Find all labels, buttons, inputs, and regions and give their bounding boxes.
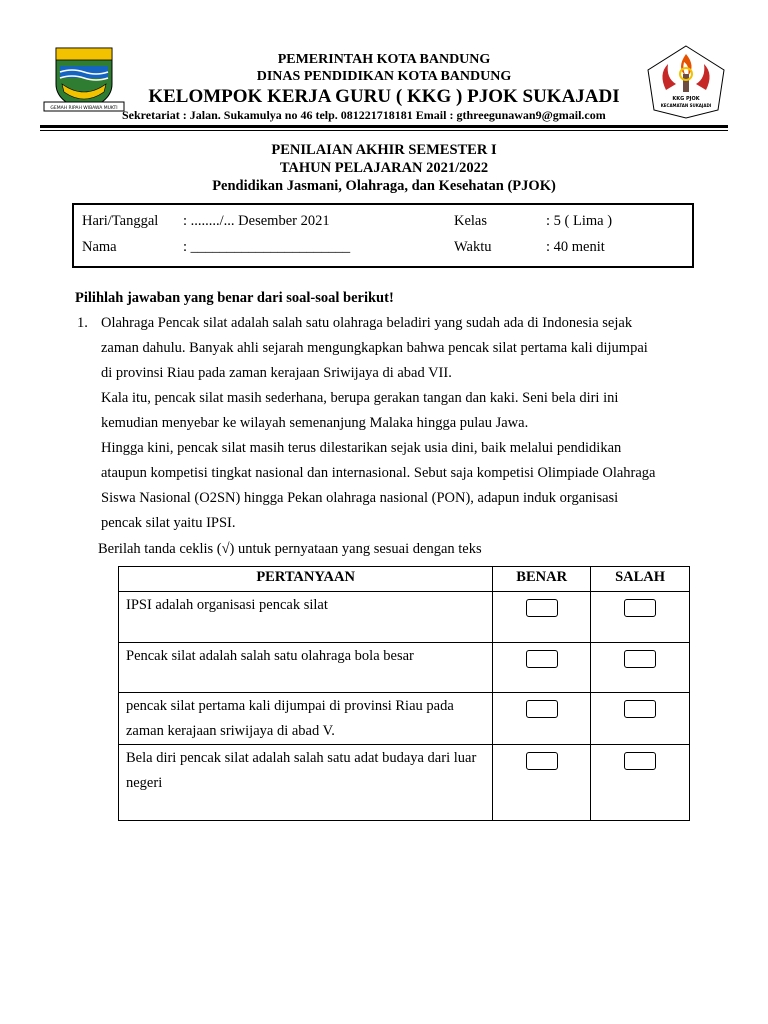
exam-subject: Pendidikan Jasmani, Olahraga, dan Kesehatan (PJOK): [212, 178, 556, 194]
passage-line: pencak silat yaitu IPSI.: [101, 515, 236, 531]
true-checkbox[interactable]: [526, 700, 558, 718]
svg-text:GEMAH RIPAH WIBAWA MUKTI: GEMAH RIPAH WIBAWA MUKTI: [50, 106, 118, 111]
name-label: Nama: [82, 239, 117, 255]
day-date-label: Hari/Tanggal: [82, 213, 159, 229]
class-value: : 5 ( Lima ): [546, 213, 613, 229]
table-row: [119, 745, 690, 821]
header-address: Sekretariat : Jalan. Sukamulya no 46 telp. 081221718181 Email : gthreegunawan9@gmail.com: [122, 108, 606, 122]
true-false-table: [118, 566, 690, 821]
false-checkbox[interactable]: [624, 752, 656, 770]
statement-text: IPSI adalah organisasi pencak silat: [119, 592, 493, 643]
true-checkbox[interactable]: [526, 650, 558, 668]
passage-line: zaman dahulu. Banyak ahli sejarah mengungkapkan bahwa pencak silat pertama kali dijumpai: [101, 340, 648, 356]
passage-line: Kala itu, pencak silat masih sederhana, berupa gerakan tangan dan kaki. Seni bela diri ini: [101, 390, 619, 406]
passage-line: ataupun kompetisi tingkat nasional dan internasional. Sebut saja kompetisi Olimpiade Olahraga: [101, 465, 656, 481]
false-checkbox[interactable]: [624, 650, 656, 668]
column-header-true: BENAR: [493, 567, 591, 592]
header-organization: KELOMPOK KERJA GURU ( KKG ) PJOK SUKAJADI: [148, 86, 620, 107]
class-label: Kelas: [454, 213, 488, 229]
statement-text: Pencak silat adalah salah satu olahraga bola besar: [119, 643, 493, 693]
table-row: [119, 592, 690, 643]
true-checkbox[interactable]: [526, 599, 558, 617]
column-header-question: PERTANYAAN: [119, 567, 493, 592]
passage-line: Siswa Nasional (O2SN) hingga Pekan olahraga nasional (PON), adapun induk organisasi: [101, 490, 619, 506]
day-date-field[interactable]: : ......../... Desember 2021: [183, 213, 330, 229]
column-header-false: SALAH: [591, 567, 690, 592]
statement-text: pencak silat pertama kali dijumpai di provinsi Riau pada zaman kerajaan sriwijaya di abad V.: [119, 693, 493, 745]
svg-text:KKG PJOK: KKG PJOK: [672, 96, 700, 102]
header-thick-rule: [40, 125, 728, 128]
instruction-text: Pilihlah jawaban yang benar dari soal-soal berikut!: [75, 290, 394, 306]
question-number: 1.: [77, 315, 88, 331]
table-row: [119, 693, 690, 745]
false-checkbox[interactable]: [624, 599, 656, 617]
false-checkbox[interactable]: [624, 700, 656, 718]
statement-text: Bela diri pencak silat adalah salah satu adat budaya dari luar negeri: [119, 745, 493, 821]
header-department: DINAS PENDIDIKAN KOTA BANDUNG: [256, 69, 512, 84]
passage-line: kemudian menyebar ke wilayah semenanjung Malaka hingga pulau Jawa.: [101, 415, 529, 431]
passage-line: di provinsi Riau pada zaman kerajaan Sriwijaya di abad VII.: [101, 365, 452, 381]
header-thin-rule: [40, 130, 728, 131]
passage-line: Hingga kini, pencak silat masih terus dilestarikan sejak usia dini, baik melalui pendidikan: [101, 440, 622, 456]
table-header-row: [119, 567, 690, 592]
time-label: Waktu: [454, 239, 492, 255]
checklist-instruction: Berilah tanda ceklis (√) untuk pernyataan yang sesuai dengan teks: [98, 541, 482, 557]
time-value: : 40 menit: [546, 239, 605, 255]
passage-line: Olahraga Pencak silat adalah salah satu olahraga beladiri yang sudah ada di Indonesia sejak: [101, 315, 633, 331]
svg-text:KECAMATAN SUKAJADI: KECAMATAN SUKAJADI: [660, 103, 712, 108]
name-field[interactable]: : ______________________: [183, 239, 351, 255]
table-row: [119, 643, 690, 693]
header-government: PEMERINTAH KOTA BANDUNG: [277, 52, 491, 67]
true-checkbox[interactable]: [526, 752, 558, 770]
exam-title: PENILAIAN AKHIR SEMESTER I: [271, 142, 497, 158]
exam-year: TAHUN PELAJARAN 2021/2022: [279, 160, 489, 176]
